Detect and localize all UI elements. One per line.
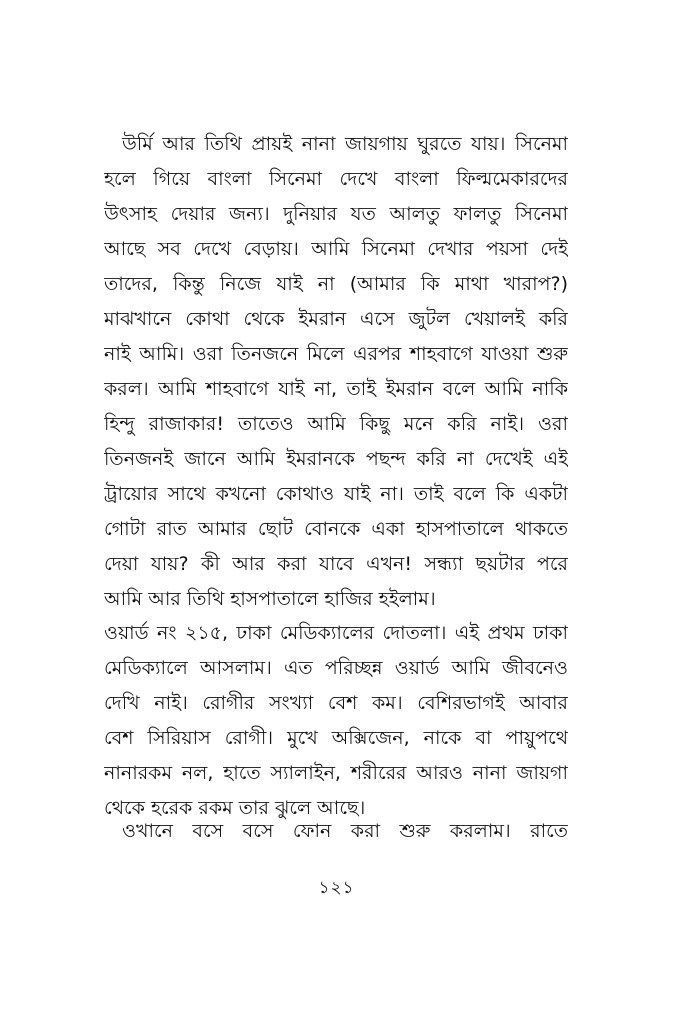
text-line: বেশ সিরিয়াস রোগী। মুখে অক্সিজেন, নাকে বা পায়ুপথে [104, 727, 568, 749]
text-line: উৎসাহ দেয়ার জন্য। দুনিয়ার যত আলতু ফালতু সিনেমা [104, 203, 568, 225]
text-line: করল। আমি শাহবাগে যাই না, তাই ইমরান বলে আমি নাকি [104, 378, 568, 400]
text-line: মাঝখানে কোথা থেকে ইমরান এসে জুটল খেয়ালই করি [104, 308, 568, 330]
text-line: নাই আমি। ওরা তিনজনে মিলে এরপর শাহবাগে যাওয়া শুরু [104, 343, 568, 365]
text-line: হিন্দু রাজাকার! তাতেও আমি কিছু মনে করি নাই। ওরা [104, 413, 568, 435]
text-line: আমি আর তিথি হাসপাতালে হাজির হইলাম। [104, 588, 436, 610]
text-line: ওয়ার্ড নং ২১৫, ঢাকা মেডিক্যালের দোতলা। এই প্রথম ঢাকা [104, 622, 568, 644]
text-line: উর্মি আর তিথি প্রায়ই নানা জায়গায় ঘুরতে যায়। সিনেমা [122, 133, 568, 155]
paragraph-1 [104, 127, 568, 617]
text-line: হলে গিয়ে বাংলা সিনেমা দেখে বাংলা ফিল্মমেকারদের [104, 168, 568, 190]
text-line: তাদের, কিন্তু নিজে যাই না (আমার কি মাথা খারাপ?) [104, 273, 568, 295]
text-line: তিনজনই জানে আমি ইমরানকে পছন্দ করি না দেখেই এই [104, 448, 568, 470]
text-line: মেডিক্যালে আসলাম। এত পরিচ্ছন্ন ওয়ার্ড আমি জীবনেও [104, 657, 568, 679]
paragraph-3 [104, 814, 568, 849]
text-line: আছে সব দেখে বেড়ায়। আমি সিনেমা দেখার পয়সা দেই [104, 238, 568, 260]
text-line: দেয়া যায়? কী আর করা যাবে এখন! সন্ধ্যা ছয়টার পরে [104, 553, 568, 575]
text-line: গোটা রাত আমার ছোট বোনকে একা হাসপাতালে থাকতে [104, 518, 568, 540]
text-line: থেকে হরেক রকম তার ঝুলে আছে। [104, 797, 366, 819]
text-line: নানারকম নল, হাতে স্যালাইন, শরীরের আরও নানা জায়গা [104, 762, 568, 784]
text-line: ওখানে বসে বসে ফোন করা শুরু করলাম। রাতে [122, 820, 568, 842]
page-number: ১২১ [318, 878, 355, 898]
text-line: দেখি নাই। রোগীর সংখ্যা বেশ কম। বেশিরভাগই আবার [104, 692, 568, 714]
text-line: ট্রায়োর সাথে কখনো কোথাও যাই না। তাই বলে কি একটা [104, 483, 568, 505]
paragraph-2 [104, 616, 568, 826]
